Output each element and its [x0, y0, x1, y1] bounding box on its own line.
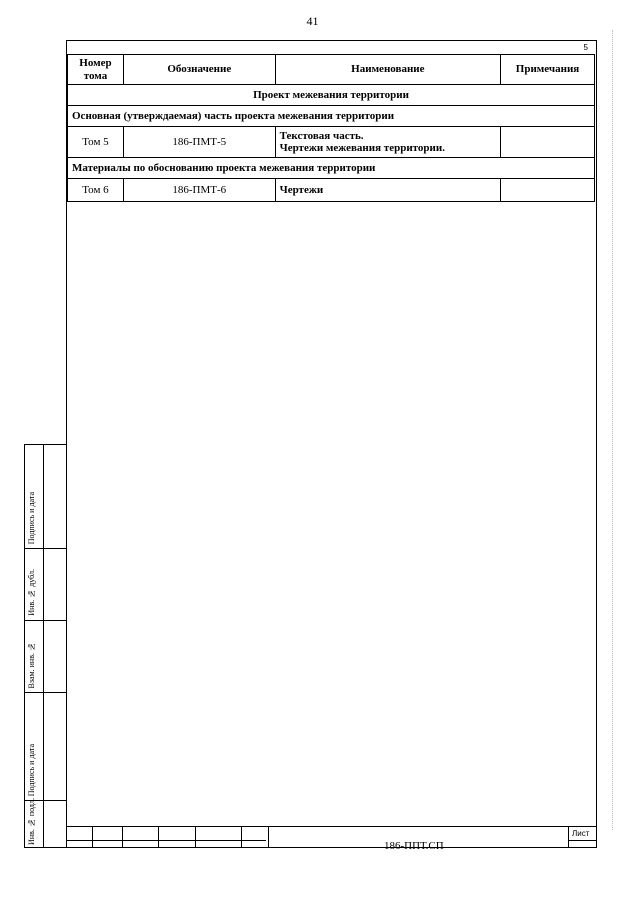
drawing-frame — [66, 40, 597, 848]
volumes-table — [67, 54, 595, 202]
title-block-divider — [241, 826, 242, 848]
stamp-label: Подпись и дата — [27, 743, 36, 796]
section-row — [68, 85, 595, 106]
volume-cell: Том 5 — [68, 127, 124, 158]
stamp-cell — [25, 445, 66, 549]
page-number: 41 — [306, 14, 319, 28]
volume-cell: Том 6 — [68, 179, 124, 202]
stamp-cell — [25, 621, 66, 693]
title-block-divider — [92, 826, 93, 848]
title-block-line — [66, 826, 597, 827]
table-row — [68, 179, 595, 202]
sheet-number: 5 — [583, 43, 588, 52]
name-cell — [275, 127, 500, 158]
stamp-label: Подпись и дата — [27, 491, 36, 544]
section-row — [68, 158, 595, 179]
stamp-cell — [25, 693, 66, 801]
scan-edge — [612, 30, 613, 830]
header-code: Обозначение — [123, 55, 275, 85]
approval-stamp — [24, 444, 66, 848]
title-block-divider — [268, 826, 269, 848]
name-line: Текстовая часть. — [279, 130, 364, 142]
note-cell — [501, 127, 595, 158]
code-cell: 186-ПМТ-5 — [123, 127, 275, 158]
header-notes: Примечания — [501, 55, 595, 85]
header-name: Наименование — [275, 55, 500, 85]
section-title: Основная (утверждаемая) часть проекта межевания территории — [68, 106, 595, 127]
section-title: Проект межевания территории — [68, 85, 595, 106]
title-block-divider — [158, 826, 159, 848]
table-header-row — [68, 55, 595, 85]
stamp-label: Взам. инв. № — [27, 641, 36, 688]
title-block-line — [66, 840, 266, 841]
title-block-divider — [122, 826, 123, 848]
code-cell: 186-ПМТ-6 — [123, 179, 275, 202]
section-row — [68, 106, 595, 127]
sheet-label: Лист — [572, 829, 590, 838]
stamp-cell — [25, 798, 66, 849]
name-line: Чертежи межевания территории. — [279, 142, 445, 154]
title-block-divider — [568, 826, 569, 848]
sheet-box-line — [568, 840, 597, 841]
section-title: Материалы по обоснованию проекта межевания территории — [68, 158, 595, 179]
title-block-divider — [195, 826, 196, 848]
document-code: 186-ППТ.СП — [384, 840, 444, 852]
stamp-label: Инв. № дубл. — [27, 569, 36, 616]
stamp-cell — [25, 549, 66, 621]
title-block — [66, 826, 597, 848]
header-volume: Номер тома — [68, 55, 124, 85]
table-row — [68, 127, 595, 158]
stamp-label: Инв. № подл. — [27, 798, 36, 845]
name-cell: Чертежи — [275, 179, 500, 202]
note-cell — [501, 179, 595, 202]
